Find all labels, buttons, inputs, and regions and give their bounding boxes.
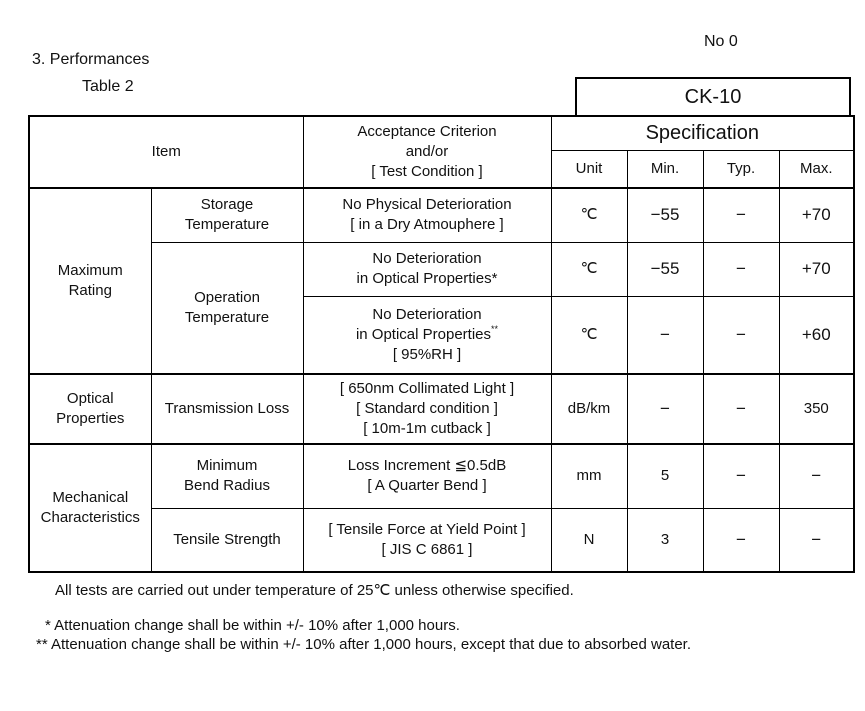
unit-cell: N xyxy=(551,508,627,572)
item-tensile-strength: Tensile Strength xyxy=(151,508,303,572)
item-transmission-loss: Transmission Loss xyxy=(151,374,303,444)
unit-cell: ℃ xyxy=(551,188,627,242)
performance-table xyxy=(28,115,855,573)
header-max: Max. xyxy=(779,150,854,188)
header-criterion: Acceptance Criterion and/or [ Test Condition ] xyxy=(303,116,551,188)
max-cell: +60 xyxy=(779,296,854,374)
product-name: CK-10 xyxy=(684,85,742,108)
table-row xyxy=(29,188,854,242)
header-item: Item xyxy=(29,116,303,188)
min-cell: − xyxy=(627,296,703,374)
document-number: No 0 xyxy=(704,33,738,50)
section-title: 3. Performances xyxy=(32,51,150,68)
min-cell: − xyxy=(627,374,703,444)
group-maximum-rating: Maximum Rating xyxy=(29,188,151,374)
max-cell: +70 xyxy=(779,242,854,296)
footnote-1: * Attenuation change shall be within +/- 10% after 1,000 hours. xyxy=(45,617,460,634)
item-operation-temperature: Operation Temperature xyxy=(151,242,303,374)
item-minimum-bend-radius: Minimum Bend Radius xyxy=(151,444,303,508)
criterion-cell: No Deterioration in Optical Properties** [ 95%RH ] xyxy=(303,296,551,374)
unit-cell: dB/km xyxy=(551,374,627,444)
min-cell: 3 xyxy=(627,508,703,572)
group-optical-properties: Optical Properties xyxy=(29,374,151,444)
max-cell: − xyxy=(779,508,854,572)
unit-cell: ℃ xyxy=(551,296,627,374)
min-cell: 5 xyxy=(627,444,703,508)
footnote-marker: ** xyxy=(491,323,499,334)
max-cell: − xyxy=(779,444,854,508)
header-unit: Unit xyxy=(551,150,627,188)
footnote-2: ** Attenuation change shall be within +/- 10% after 1,000 hours, except that due to absorbed water. xyxy=(36,636,692,653)
typ-cell: − xyxy=(703,296,779,374)
group-mechanical-characteristics: Mechanical Characteristics xyxy=(29,444,151,572)
table-row xyxy=(29,508,854,572)
table-row xyxy=(29,444,854,508)
criterion-cell: Loss Increment ≦0.5dB [ A Quarter Bend ] xyxy=(303,444,551,508)
criterion-cell: [ Tensile Force at Yield Point ] [ JIS C 6861 ] xyxy=(303,508,551,572)
min-cell: −55 xyxy=(627,242,703,296)
criterion-cell: [ 650nm Collimated Light ] [ Standard condition ] [ 10m-1m cutback ] xyxy=(303,374,551,444)
table-header-row xyxy=(29,116,854,150)
min-cell: −55 xyxy=(627,188,703,242)
criterion-cell: No Physical Deterioration [ in a Dry Atmouphere ] xyxy=(303,188,551,242)
typ-cell: − xyxy=(703,508,779,572)
typ-cell: − xyxy=(703,242,779,296)
table-row xyxy=(29,374,854,444)
table-row xyxy=(29,242,854,296)
header-specification: Specification xyxy=(551,116,854,150)
header-min: Min. xyxy=(627,150,703,188)
typ-cell: − xyxy=(703,374,779,444)
unit-cell: mm xyxy=(551,444,627,508)
max-cell: +70 xyxy=(779,188,854,242)
typ-cell: − xyxy=(703,444,779,508)
item-storage-temperature: Storage Temperature xyxy=(151,188,303,242)
general-note: All tests are carried out under temperature of 25℃ unless otherwise specified. xyxy=(55,582,574,599)
table-caption: Table 2 xyxy=(82,78,134,95)
typ-cell: − xyxy=(703,188,779,242)
max-cell: 350 xyxy=(779,374,854,444)
product-name-box xyxy=(575,77,851,115)
criterion-cell: No Deterioration in Optical Properties* xyxy=(303,242,551,296)
unit-cell: ℃ xyxy=(551,242,627,296)
header-typ: Typ. xyxy=(703,150,779,188)
